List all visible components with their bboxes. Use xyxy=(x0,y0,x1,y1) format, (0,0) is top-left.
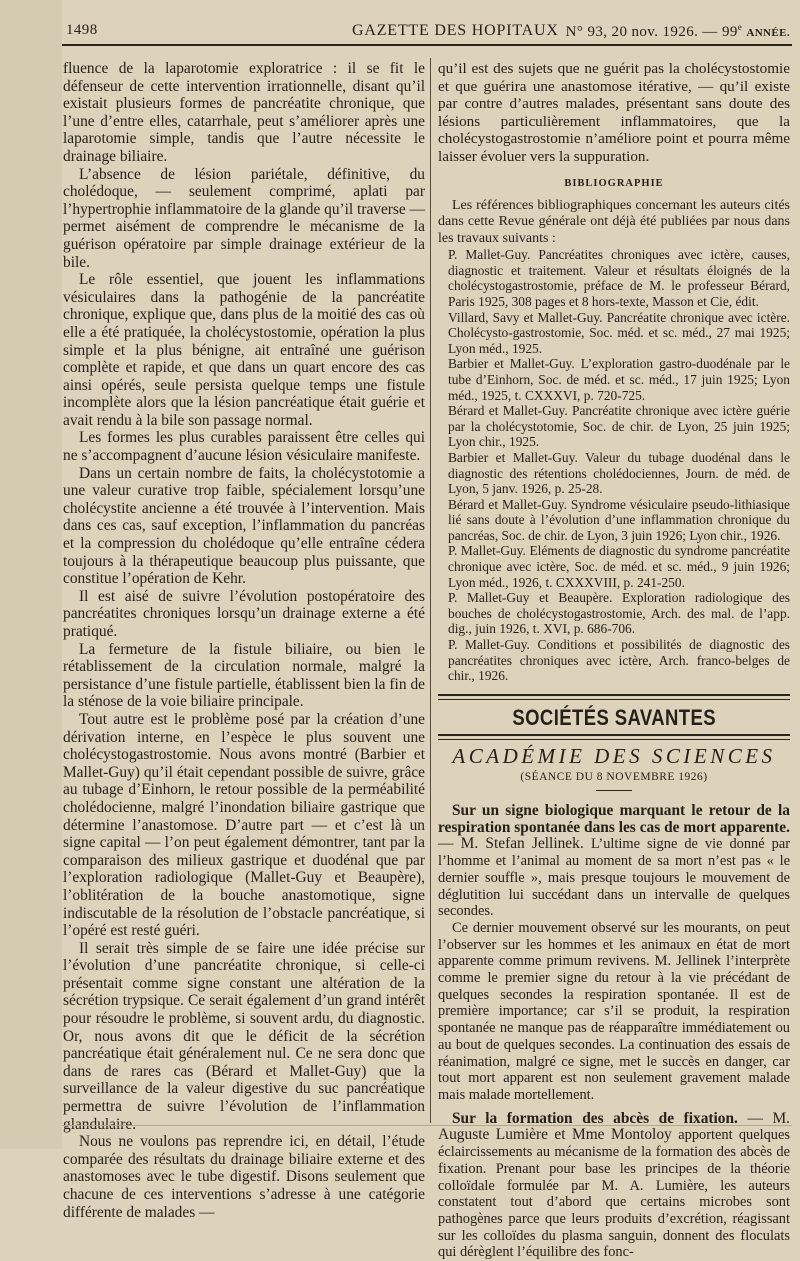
bibliography-entry: Bérard et Mallet-Guy. Syndrome vésiculaire pseudo-lithiasique lié sans doute à l’évolution d’une inflammation chronique du pancréas, Soc. de chir. de Lyon, 3 juin 1926; Lyon chir., 1926. xyxy=(448,496,790,543)
bibliography-entry: P. Mallet-Guy. Eléments de diagnostic du syndrome pancréatite chronique avec ictère, Soc. de méd. et sc. méd., 9 juin 1926; Lyon méd., 1926, t. CXXXVIII, p. 241-250. xyxy=(448,543,790,590)
header-rule xyxy=(62,44,792,46)
section-rule xyxy=(438,694,790,696)
paragraph: Ce dernier mouvement observé sur les mourants, on peut l’observer sur les hommes et les animaux en état de mort apparente comme primum revivens. M. Jellinek l’interprète comme le premier signe du retour à la vie précédant de quelques secondes la respiration spontanée. Il est de première importance; car s’il se produit, la respiration spontanée ne manque pas de réapparaître immédiatement ou au bout de quelques secondes. La continuation des essais de réanimation, malgré ce signe, met le succès en danger, car tout mort apparent est non seulement gravement malade mais malade mortellement. xyxy=(438,919,790,1103)
report-title: Sur la formation des abcès de fixation. xyxy=(452,1109,738,1127)
section-banner-text: SOCIÉTÉS SAVANTES xyxy=(512,704,716,730)
paragraph-continuation: qu’il est des sujets que ne guérit pas la cholécystostomie et que guérira une anastomose itérative, — qu’il existe par contre d’autres malades, présentant sans doute des lésions particulièrement inflammatoires, que la cholécystogastrostomie n’améliore point et pourra même laisser évoluer vers la suppuration. xyxy=(438,60,790,165)
paragraph: L’absence de lésion pariétale, définitive, du cholédoque, — seulement comprimé, aplati par l’hypertrophie inflammatoire de la glande qu’il traverse — permet aisément de comprendre le mécanisme de la guérison opératoire par simple drainage extérieur de la bile. xyxy=(63,165,425,271)
paragraph: Nous ne voulons pas reprendre ici, en détail, l’étude comparée des résultats du drainage biliaire externe et des anastomoses avec le tube digestif. Disons seulement que chacune de ces interventions s’adresse à une catégorie différente de malades — xyxy=(63,1133,425,1221)
section-banner xyxy=(438,704,790,730)
issue-suffix: ANNÉE. xyxy=(746,27,790,39)
section-rule-thin xyxy=(438,699,790,700)
paragraph: Le rôle essentiel, que jouent les inflammations vésiculaires dans la pathogénie de la pancréatite chronique, explique que, dans plus de la moitié des cas où elle a été pratiquée, la cholécystostomie, opération la plus simple et la plus bénigne, ait entraîné une guérison complète et rapide, et que dans un quart encore des cas ainsi opérés, seule persista quelque temps une fistule incomplète alors que la lésion pancréatique était guérie et avait rendu à la bile son passage normal. xyxy=(63,271,425,429)
bibliography-entry: Barbier et Mallet-Guy. Valeur du tubage duodénal dans le diagnostic des rétentions cholédociennes, Journ. de méd. de Lyon, 5 janv. 1926, p. 25-28. xyxy=(448,449,790,497)
paragraph: fluence de la laparotomie exploratrice : il se fit le défenseur de cette intervention irrationnelle, disant qu’il existait plusieurs formes de pancréatite chronique, que l’une d’entre elles, catarrhale, peut s’améliorer après une laparotomie simple, tandis que l’autre nécessite le drainage biliaire. xyxy=(63,60,425,165)
issue-sup: e xyxy=(737,22,743,32)
report-item xyxy=(438,803,790,920)
paragraph: Les formes les plus curables paraissent être celles qui ne s’accompagnent d’aucune lésion vésiculaire manifeste. xyxy=(63,429,425,465)
bibliography-entry: P. Mallet-Guy. Conditions et possibilités de diagnostic des pancréatites chroniques avec ictère, Arch. franco-belges de chir., 1926. xyxy=(448,637,790,684)
right-column xyxy=(438,60,790,1261)
bibliography-heading: BIBLIOGRAPHIE xyxy=(564,177,664,189)
report-item xyxy=(438,1111,790,1261)
paragraph: Tout autre est le problème posé par la création d’une dérivation interne, en l’espèce le plus souvent une cholécystogastrostomie. Nous avons montré (Barbier et Mallet-Guy) qu’il était cependant possible de suivre, grâce au tubage d’Einhorn, le retour possible de la perméabilité cholédocienne, malgré l’inondation biliaire gastrique que détermine l’anastomose. D’autre part — et c’est là un signe capital — l’on peut également démontrer, tant par la comparaison des milieux gastrique et duodénal que par l’exploration radiologique (Mallet-Guy et Beaupère), l’oblitération de la bouche anastomotique, signe indiscutable de la résolution de l’obstacle pancréatique, si l’opéré est resté guéri. xyxy=(63,710,425,940)
report-author: — M. Stefan Jellinek. xyxy=(438,835,584,853)
academy-title: ACADÉMIE DES SCIENCES xyxy=(452,744,776,769)
short-rule xyxy=(596,790,632,791)
journal-title: GAZETTE DES HOPITAUX xyxy=(352,22,559,39)
bibliography-entry: Barbier et Mallet-Guy. L’exploration gastro-duodénale par le tube d’Einhorn, Soc. de méd. et sc. méd., 17 juin 1925; Lyon méd., 1925, t. CXXXVI, p. 720-725. xyxy=(448,356,790,403)
bibliography-entry: P. Mallet-Guy. Pancréatites chroniques avec ictère, causes, diagnostic et traitement. Valeur et résultats éloignés de la cholécystogastrostomie, préface de M. le professeur Bérard, Paris 1925, 308 pages et 8 hors-texte, Masson et Cie, édit. xyxy=(448,247,790,309)
paragraph: Il serait très simple de se faire une idée précise sur l’évolution d’une pancréatite chronique, si celle-ci présentait comme signe constant une altération de la sécrétion trypsique. Ce serait également d’un grand intérêt pour résoudre le problème, si souvent ardu, du diagnostic. Or, nous avons dit que le déficit de la sécrétion pancréatique était généralement nul. Ce ne sera donc que dans de rares cas (Bérard et Mallet-Guy) que la surveillance de la valeur digestive du suc pancréatique permettra de suivre l’évolution de l’inflammation glandulaire. xyxy=(63,939,425,1133)
report-title: Sur un signe biologique marquant le retour de la respiration spontanée dans les cas de mort apparente. xyxy=(438,802,790,836)
paragraph: Il est aisé de suivre l’évolution postopératoire des pancréatites chroniques lorsqu’un drainage externe a été pratiqué. xyxy=(63,587,425,640)
paragraph: La fermeture de la fistule biliaire, ou bien le rétablissement de la circulation normale, malgré la persistance d’une fistule partielle, établissent bien la fin de la sténose de la voie biliaire principale. xyxy=(63,640,425,711)
bibliography-entry: Villard, Savy et Mallet-Guy. Pancréatite chronique avec ictère. Cholécysto-gastrostomie, Soc. méd. et sc. méd., 27 mai 1925; Lyon méd., 1925. xyxy=(448,309,790,356)
bibliography-intro: Les références bibliographiques concernant les auteurs cités dans cette Revue générale ont déjà été publiées par nous dans les travaux suivants : xyxy=(438,197,790,246)
bibliography-entry: Bérard et Mallet-Guy. Pancréatite chronique avec ictère guérie par la cholécystotomie, Soc. de chir. de Lyon, 25 juin 1925; Lyon chir., 1925. xyxy=(448,403,790,450)
left-column xyxy=(63,60,425,1221)
report-text: L’ultime signe de vie donné par l’homme et l’animal au moment de sa mort n’est pas « le dernier souffle », mais presque toujours le mouvement de déglutition lui succédant dans un intervalle de quelques secondes. xyxy=(438,836,790,920)
issue-info xyxy=(566,22,790,41)
session-date: (SÉANCE DU 8 NOVEMBRE 1926) xyxy=(520,770,708,783)
running-header xyxy=(66,18,790,44)
bottom-rule xyxy=(62,1125,792,1126)
section-rule xyxy=(438,734,790,736)
paragraph: Dans un certain nombre de faits, la cholécystotomie a une valeur curative trop faible, spécialement lorsqu’une cholécystite ancienne a été trouvée à l’intervention. Mais dans ces cas, sauf exception, l’inflammation du pancréas et la compression du cholédoque qu’elle entraîne cédera toujours à la thérapeutique beaucoup plus puissante, que constitue l’opération de Kehr. xyxy=(63,464,425,588)
bibliography-list xyxy=(438,247,790,684)
page-number: 1498 xyxy=(66,22,98,38)
report-author: — M. Auguste Lumière et Mme Montoloy xyxy=(438,1109,790,1144)
section-rule-thin xyxy=(438,739,790,740)
page-margin xyxy=(0,0,62,1149)
report-text: apportent quelques éclaircissements au mécanisme de la formation des abcès de fixation. Prenant pour base les principes de la théorie colloïdale formulée par M. A. Lumière, les auteurs constatent tout d’abord que certains microbes sont pathogènes parce que leurs produits d’excrétion, réagissant sur les colloïdes du plasma sanguin, donnent des floculats qui dérèglent l’équilibre des fonc- xyxy=(438,1127,790,1261)
issue-date: N° 93, 20 nov. 1926. — 99 xyxy=(565,24,738,40)
bibliography-entry: P. Mallet-Guy et Beaupère. Exploration radiologique des bouches de cholécystogastrostomie, Arch. des mal. de l’app. dig., juin 1926, t. XVI, p. 686-706. xyxy=(448,590,790,637)
column-divider xyxy=(430,58,431,1123)
